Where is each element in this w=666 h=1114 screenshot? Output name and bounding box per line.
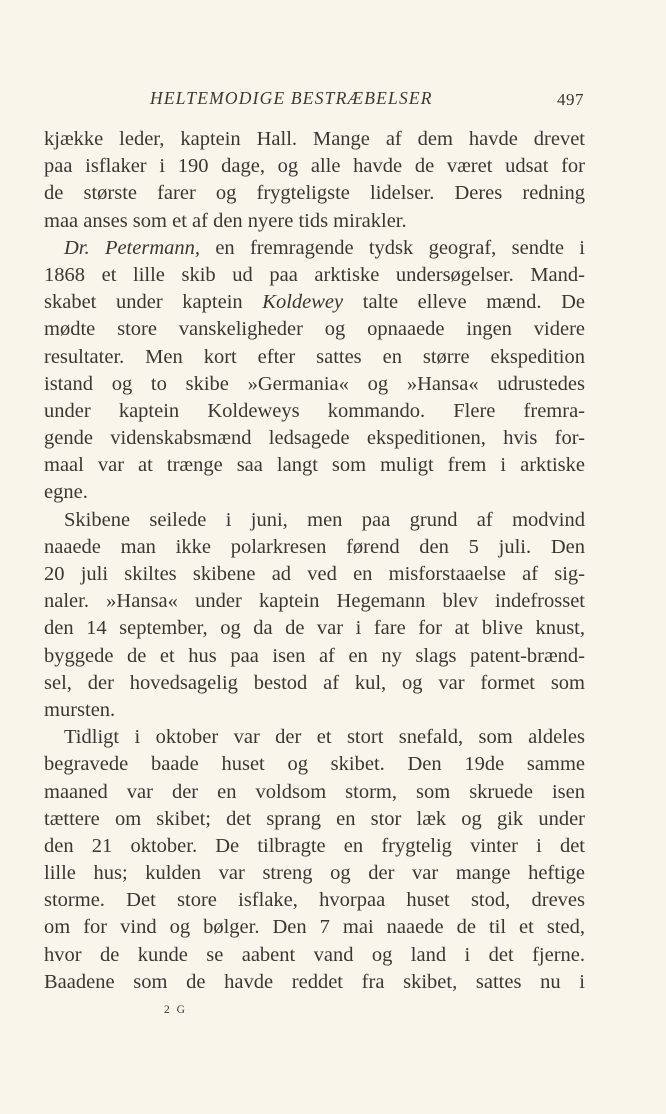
text-line: Baadene som de havde reddet fra skibet, sattes nu i xyxy=(44,970,585,993)
text-line: den 14 september, og da de var i fare for at blive knust, xyxy=(44,617,585,640)
text-line xyxy=(44,235,585,262)
text-line: under kaptein Koldeweys kommando. Flere fremra- xyxy=(44,399,585,422)
text-line: 20 juli skiltes skibene ad ved en misforstaaelse af sig- xyxy=(44,563,585,585)
text-line: den 21 oktober. De tilbragte en frygtelig vinter i det xyxy=(44,834,585,857)
text-line: lille hus; kulden var streng og der var mange heftige xyxy=(44,862,585,885)
text-line: paa isflaker i 190 dage, og alle havde de været udsat for xyxy=(44,155,585,178)
text-line: Tidligt i oktober var der et stort snefald, som aldeles xyxy=(64,726,585,749)
signature-mark: 2 G xyxy=(164,1004,187,1016)
text-line: istand og to skibe »Germania« og »Hansa« udrustedes xyxy=(44,372,585,395)
person-name-petermann: Dr. Petermann, xyxy=(64,236,201,259)
text-line: mødte store vanskeligheder og opnaaede ingen videre xyxy=(44,318,585,341)
text-line: sel, der hovedsagelig bestod af kul, og var formet som xyxy=(44,671,585,694)
text-line: tættere om skibet; det sprang en stor læk og gik under xyxy=(44,807,585,830)
running-title: HELTEMODIGE BESTRÆBELSER xyxy=(150,88,433,108)
text-line: hvor de kunde se aabent vand og land i det fjerne. xyxy=(44,943,585,966)
text-line: naaede man ikke polarkresen førend den 5 juli. Den xyxy=(44,535,585,558)
text-line: storme. Det store isflake, hvorpaa huset stod, dreves xyxy=(44,889,585,912)
text-line: de største farer og frygteligste lidelser. Deres redning xyxy=(44,182,585,205)
text-line: 1868 et lille skib ud paa arktiske undersøgelser. Mand- xyxy=(44,263,585,286)
text-line: begravede baade huset og skibet. Den 19de samme xyxy=(44,753,585,776)
text-line: egne. xyxy=(44,481,88,504)
text-line: kjække leder, kaptein Hall. Mange af dem havde drevet xyxy=(44,128,585,150)
text-line: maaned var der en voldsom storm, som skruede isen xyxy=(44,780,585,803)
text-line: gende videnskabsmænd ledsagede ekspeditionen, hvis for- xyxy=(44,427,585,450)
text-line: maal var at trænge saa langt som muligt frem i arktiske xyxy=(44,454,585,477)
text-line xyxy=(44,289,585,316)
text-run: talte elleve mænd. De xyxy=(343,291,585,314)
person-name-koldewey: Koldewey xyxy=(262,291,344,314)
text-run: en fremragende tydsk geograf, sendte i xyxy=(200,236,585,259)
text-line: naler. »Hansa« under kaptein Hegemann blev indefrosset xyxy=(44,590,585,613)
text-line: mursten. xyxy=(44,698,116,721)
page-number: 497 xyxy=(557,90,584,109)
text-line: Skibene seilede i juni, men paa grund af modvind xyxy=(64,508,585,531)
text-line: resultater. Men kort efter sattes en større ekspedition xyxy=(44,345,585,368)
text-line: om for vind og bølger. Den 7 mai naaede de til et sted, xyxy=(44,916,585,939)
body-text xyxy=(44,126,585,996)
text-run: skabet under kaptein xyxy=(44,291,263,314)
text-line: byggede de et hus paa isen af en ny slags patent-brænd- xyxy=(44,644,585,667)
text-line: maa anses som et af den nyere tids mirakler. xyxy=(44,209,407,232)
running-head xyxy=(0,88,666,112)
